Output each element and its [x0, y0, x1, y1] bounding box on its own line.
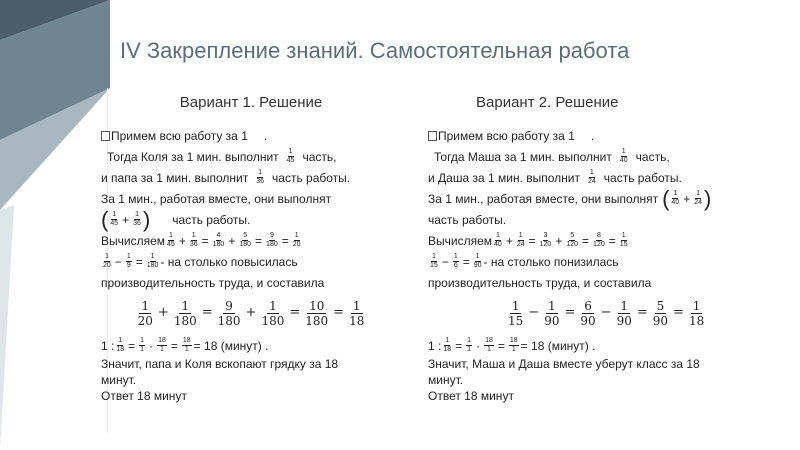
v1-line-1: [101, 125, 401, 146]
v1-l6-text: Вычисляем: [101, 233, 166, 248]
v1-line-11: Значит, папа и Коля вскопают грядку за 18: [101, 357, 339, 371]
v2-line-10: 1 : $\frac{1}{18}$ = $\frac{1}{1}$ · $\frac{18}{1}$ = $\frac{18}{1}$ = 18 (минут) .: [428, 337, 596, 353]
decor-triangles: [0, 0, 112, 450]
v1-line-5: ( 1 45 + $\frac{1}{36}$ ) часть работы.: [101, 206, 251, 232]
variant2-column: [428, 95, 758, 404]
fraction: 1 40: [619, 148, 628, 164]
v2-line-3: [428, 167, 758, 188]
v2-line-4: За 1 мин., работая вместе, они выполнят ( 1 40 + $\frac{1}{24}$ ): [428, 185, 712, 211]
slide-title: IV Закрепление знаний. Самостоятельная работа: [120, 38, 630, 63]
v1-l2-end: часть,: [302, 149, 337, 164]
variant2-heading: Вариант 2. Решение: [476, 94, 619, 111]
v1-line-10: 1 : $\frac{1}{18}$ = $\frac{1}{1}$ · $\frac{18}{1}$ = $\frac{18}{1}$ = 18 (минут) .: [101, 337, 269, 353]
v2-line-7: 1 15 − $\frac{1}{6}$ = $\frac{1}{90}$ - на столько понизилась: [430, 253, 619, 269]
v2-l7-text: - на столько понизилась: [483, 254, 619, 269]
v2-line-1: [428, 125, 758, 146]
v2-line-8: производительность труда, и составила: [428, 275, 652, 290]
v1-l1-end: .: [263, 128, 268, 143]
v2-l4-text: За 1 мин., работая вместе, они выполнят: [428, 191, 659, 206]
v2-l3-end: часть работы.: [603, 170, 682, 185]
fraction: 1 45: [286, 148, 295, 164]
fraction: 1 45: [110, 211, 119, 227]
v2-answer: Ответ 18 минут: [428, 389, 514, 403]
v1-l7-text: - на столько повысилась: [160, 254, 298, 269]
v2-l3-text: и Даша за 1 мин. выполнит: [428, 170, 580, 185]
v1-line-6: Вычисляем 1 45 + $\frac{1}{36}$ = $\frac{4}{180}$ + $\frac{5}{180}$ = $\frac{9}{180}$ = $\frac{1}{20}$: [101, 232, 301, 248]
v2-line-12: минут.: [428, 373, 464, 387]
v2-big-equation: 1 15 − $\frac{1}{90}$ = $\frac{6}{90}$ − $\frac{1}{90}$ = $\frac{5}{90}$ = $\frac{1}{18}$: [508, 298, 705, 328]
v1-answer: Ответ 18 минут: [101, 389, 187, 403]
v1-line-3: [101, 167, 401, 188]
v1-line-8: производительность труда, и составила: [101, 275, 325, 290]
v1-l3-text: и папа за 1 мин. выполнит: [101, 170, 249, 185]
v1-line-2: [101, 146, 401, 167]
v1-l5-end: часть работы.: [172, 212, 251, 227]
v1-line-7: 1 20 − $\frac{1}{9}$ = $\frac{1}{180}$ - на столько повысилась: [103, 253, 298, 269]
decor-triangle-lower: [0, 205, 14, 450]
v1-line-12: минут.: [101, 373, 137, 387]
v2-line-11: Значит, Маша и Даша вместе уберут класс за 18: [428, 357, 700, 371]
v2-l6-text: Вычисляем: [428, 233, 493, 248]
variant1-heading: Вариант 1. Решение: [179, 94, 323, 111]
v1-line-4: За 1 мин., работая вместе, они выполнят: [101, 191, 332, 206]
fraction: 1 36: [256, 169, 265, 185]
v1-big-equation: 1 20 + $\frac{1}{180}$ = $\frac{9}{180}$ + $\frac{1}{180}$ = $\frac{10}{180}$ = $\frac{1}{18}$: [137, 298, 365, 328]
variant1-column: [101, 95, 401, 404]
v1-l1-text: Примем всю работу за 1: [111, 128, 248, 143]
bullet-icon: [428, 131, 437, 141]
v2-line-2: [428, 146, 758, 167]
fraction: 1 24: [587, 169, 596, 185]
v2-line-5: часть работы.: [428, 212, 507, 227]
v2-l1-text: Примем всю работу за 1: [438, 128, 575, 143]
bullet-icon: [101, 131, 110, 141]
v1-l3-end: часть работы.: [272, 170, 351, 185]
v2-l2-text: Тогда Маша за 1 мин. выполнит: [434, 149, 612, 164]
v2-l1-end: .: [590, 128, 595, 143]
fraction: $\frac{1}{36}$: [133, 211, 141, 227]
v1-l2-text: Тогда Коля за 1 мин. выполнит: [107, 149, 279, 164]
v2-l2-end: часть,: [635, 149, 670, 164]
v2-line-6: Вычисляем 1 40 + $\frac{1}{24}$ = $\frac{3}{120}$ + $\frac{5}{120}$ = $\frac{8}{120}$ = $\frac{1}{15}$: [428, 232, 628, 248]
